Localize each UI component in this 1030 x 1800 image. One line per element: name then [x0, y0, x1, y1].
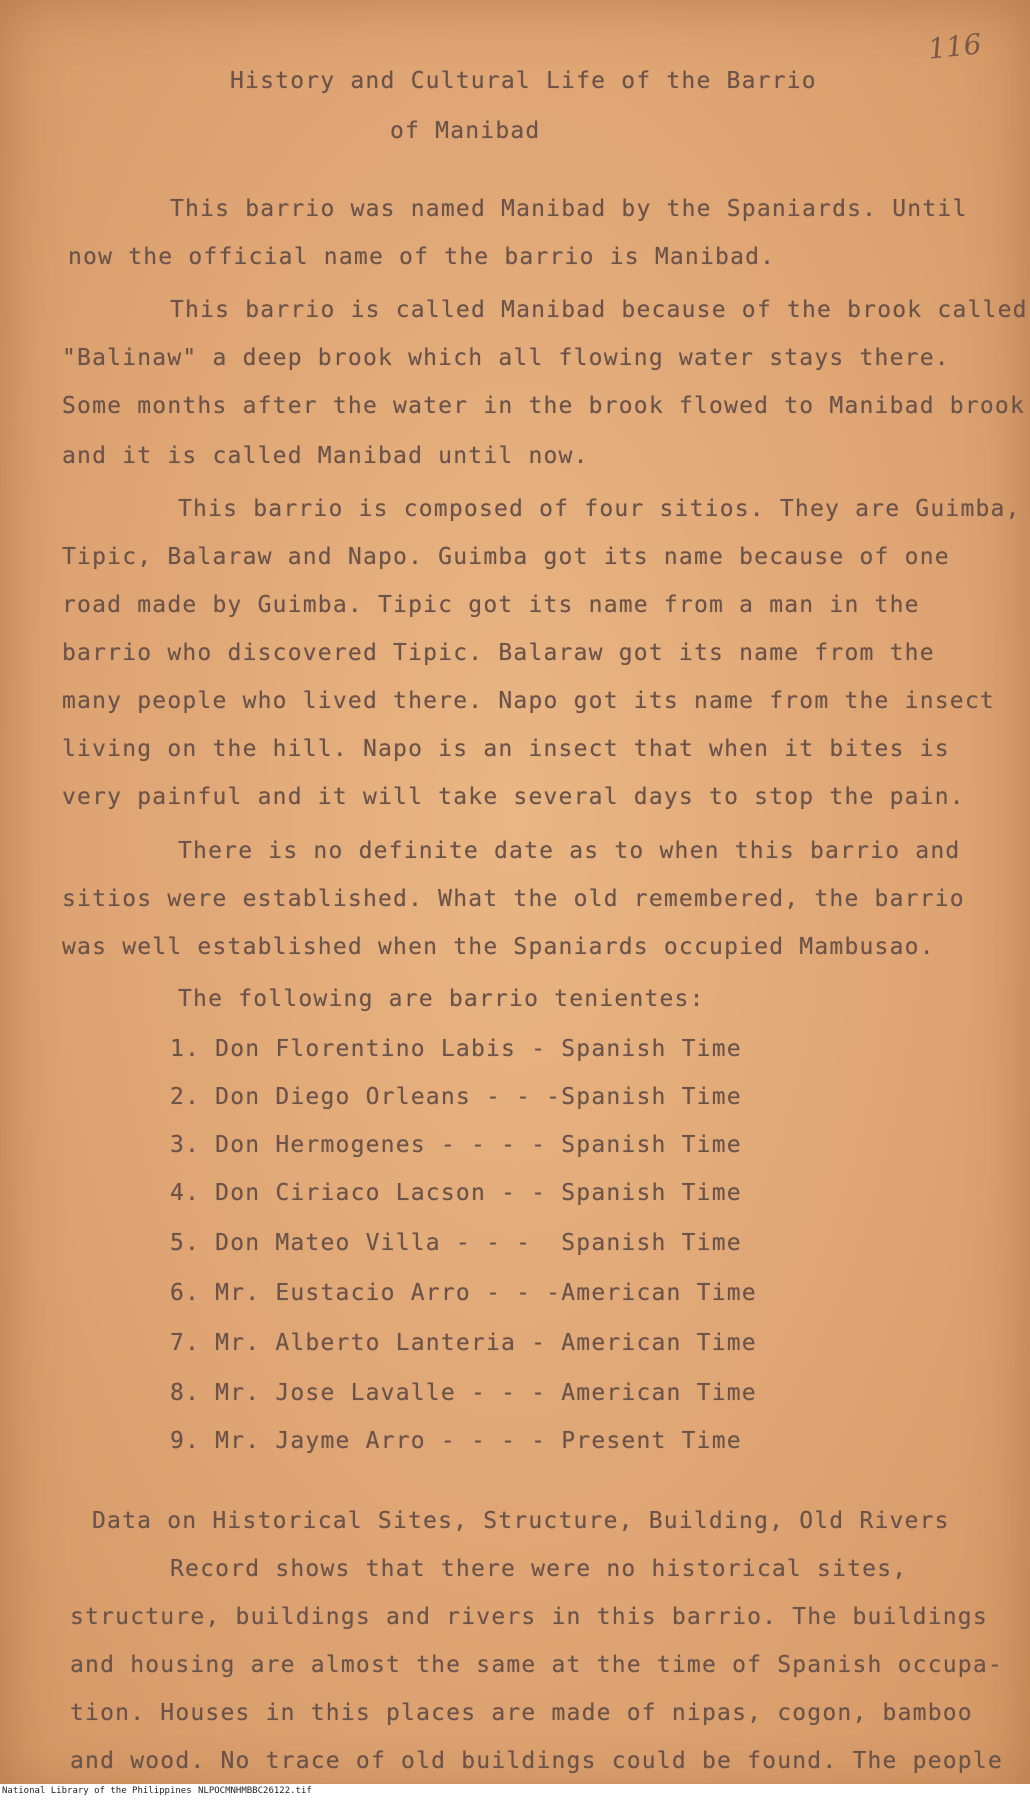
body-line: This barrio is called Manibad because of the brook called — [170, 297, 1028, 323]
body-line: many people who lived there. Napo got its name from the insect — [62, 688, 995, 714]
body-line: was well established when the Spaniards occupied Mambusao. — [62, 934, 935, 960]
teniente-list-item: 9. Mr. Jayme Arro - - - - Present Time — [170, 1428, 742, 1454]
teniente-list-item: 8. Mr. Jose Lavalle - - - American Time — [170, 1380, 757, 1406]
body-line: living on the hill. Napo is an insect that when it bites is — [62, 736, 950, 762]
section-heading: Data on Historical Sites, Structure, Building, Old Rivers — [92, 1508, 950, 1534]
teniente-list-item: 4. Don Ciriaco Lacson - - Spanish Time — [170, 1180, 742, 1206]
title-line-1: History and Cultural Life of the Barrio — [230, 68, 817, 94]
body-line: and it is called Manibad until now. — [62, 443, 589, 469]
teniente-list-item: 3. Don Hermogenes - - - - Spanish Time — [170, 1132, 742, 1158]
body-line: Some months after the water in the brook flowed to Manibad brook — [62, 393, 1026, 419]
section-line: and wood. No trace of old buildings could be found. The people — [70, 1748, 1003, 1774]
title-line-2: of Manibad — [390, 118, 541, 144]
section-line: structure, buildings and rivers in this barrio. The buildings — [70, 1604, 988, 1630]
teniente-list-item: 2. Don Diego Orleans - - -Spanish Time — [170, 1084, 742, 1110]
teniente-list-item: 1. Don Florentino Labis - Spanish Time — [170, 1036, 742, 1062]
section-line: and housing are almost the same at the time of Spanish occupa- — [70, 1652, 1003, 1678]
body-line: The following are barrio tenientes: — [178, 986, 705, 1012]
teniente-list-item: 7. Mr. Alberto Lanteria - American Time — [170, 1330, 757, 1356]
body-line: now the official name of the barrio is Manibad. — [68, 244, 776, 270]
teniente-list-item: 6. Mr. Eustacio Arro - - -American Time — [170, 1280, 757, 1306]
body-line: This barrio was named Manibad by the Spaniards. Until — [170, 196, 968, 222]
body-line: Tipic, Balaraw and Napo. Guimba got its name because of one — [62, 544, 950, 570]
body-line: very painful and it will take several days to stop the pain. — [62, 784, 965, 810]
teniente-list-item: 5. Don Mateo Villa - - - Spanish Time — [170, 1230, 742, 1256]
footer-filename: NLPOCMNHMBBC26122.tif — [198, 1786, 312, 1796]
body-line: There is no definite date as to when this barrio and — [178, 838, 961, 864]
body-line: barrio who discovered Tipic. Balaraw got its name from the — [62, 640, 935, 666]
body-line: road made by Guimba. Tipic got its name from a man in the — [62, 592, 920, 618]
section-line: Record shows that there were no historical sites, — [170, 1556, 908, 1582]
section-line: tion. Houses in this places are made of nipas, cogon, bamboo — [70, 1700, 973, 1726]
body-line: sitios were established. What the old remembered, the barrio — [62, 886, 965, 912]
body-line: "Balinaw" a deep brook which all flowing water stays there. — [62, 345, 950, 371]
page-number: 116 — [926, 27, 984, 66]
footer-source: National Library of the Philippines — [2, 1786, 192, 1796]
body-line: This barrio is composed of four sitios. They are Guimba, — [178, 496, 1021, 522]
